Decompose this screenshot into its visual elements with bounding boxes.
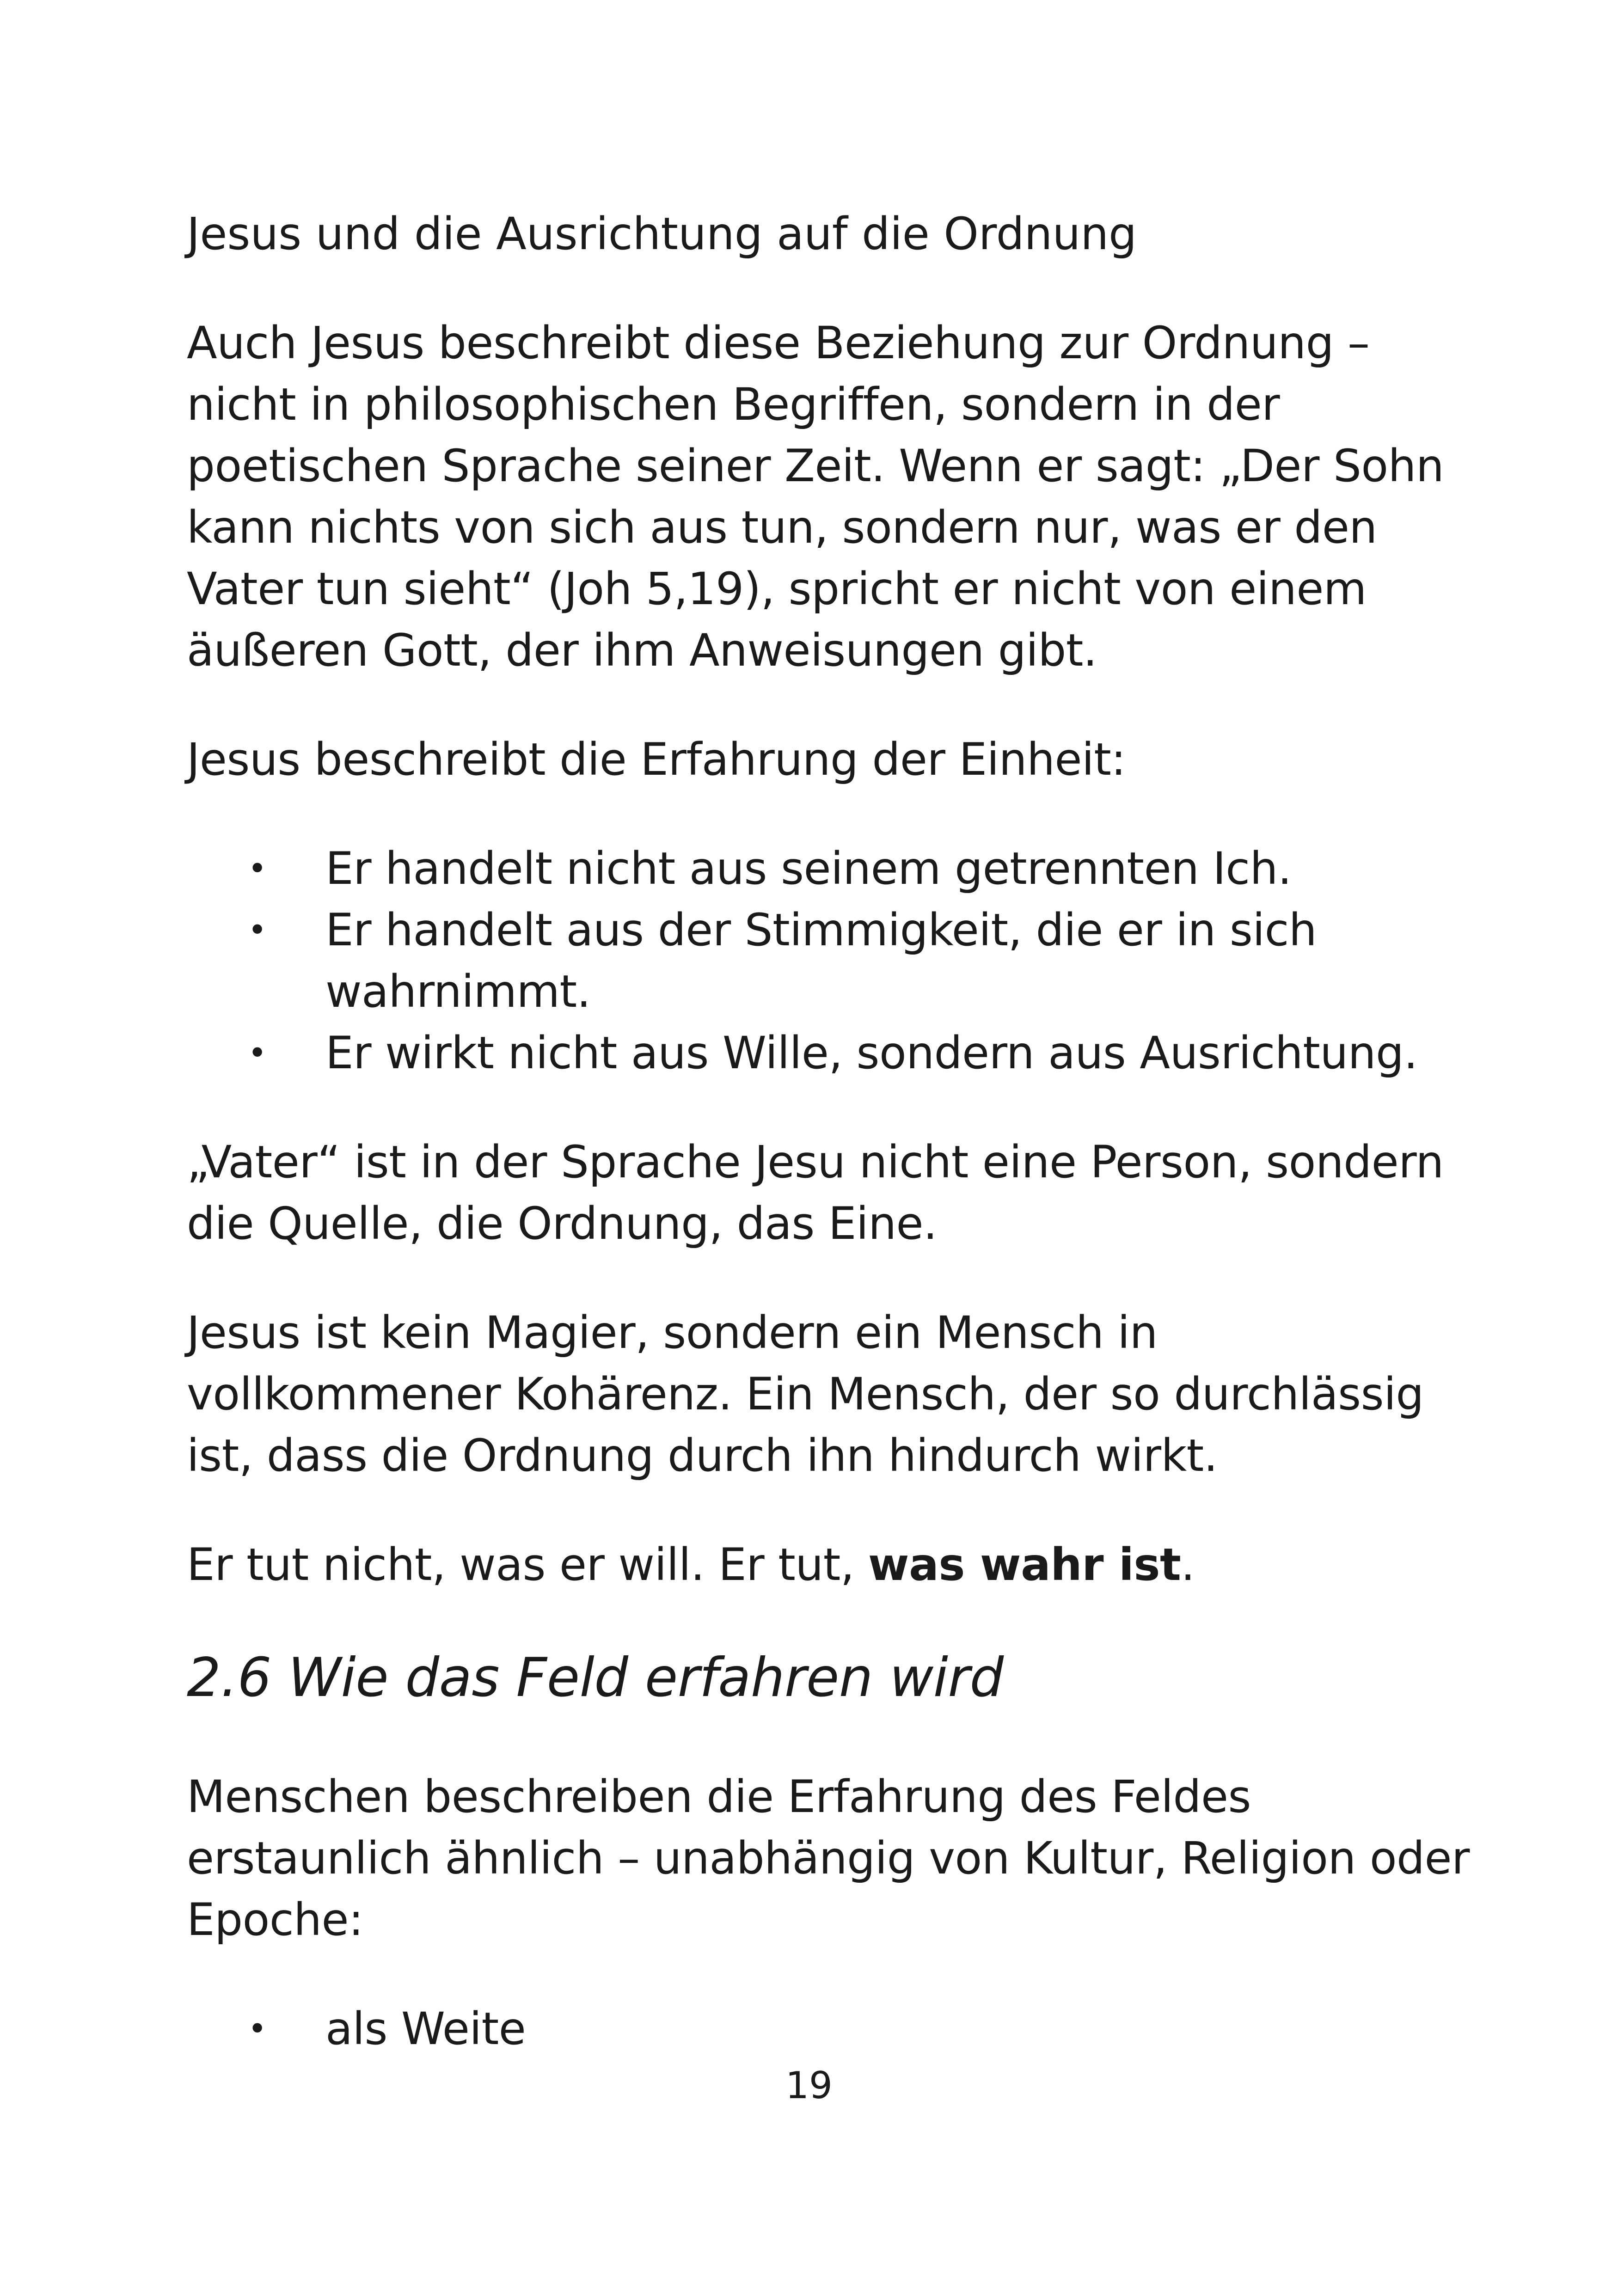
bullet-list (187, 838, 1472, 1084)
bullet-icon: • (248, 850, 267, 888)
paragraph: Jesus ist kein Magier, sondern ein Mensch in vollkommener Kohärenz. Ein Mensch, der so durchlässig ist, dass die Ordnung durch ihn hindurch wirkt. (187, 1307, 1424, 1482)
list-item (248, 1022, 1472, 1084)
paragraph (187, 1534, 1472, 1596)
list-item-text: Er handelt nicht aus seinem getrennten Ich. (325, 843, 1292, 894)
list-item-text: als Weite (325, 2003, 526, 2055)
section-heading: 2.6 Wie das Feld erfahren wird (187, 1647, 1004, 1709)
paragraph-prefix: Er tut nicht, was er will. Er tut, (187, 1539, 868, 1591)
text-column (187, 203, 1472, 2107)
list-item (248, 838, 1472, 900)
paragraph-suffix: . (1181, 1539, 1195, 1591)
list-item-text: Er handelt aus der Stimmigkeit, die er in sich wahrnimmt. (325, 904, 1317, 1017)
paragraph: Auch Jesus beschreibt diese Beziehung zur Ordnung – nicht in philosophischen Begriffen, sondern in der poetischen Sprache seiner Zeit. Wenn er sagt: „Der Sohn kann nichts von sich aus tun, sondern nur, was er den Vater tun sieht“ (Joh 5,19), spricht er nicht von einem äußeren Gott, der ihm Anweisungen gibt. (187, 317, 1444, 676)
bullet-icon: • (248, 2010, 267, 2048)
list-item-text: Er wirkt nicht aus Wille, sondern aus Ausrichtung. (325, 1027, 1418, 1079)
paragraph: „Vater“ ist in der Sprache Jesu nicht eine Person, sondern die Quelle, die Ordnung, das Eine. (187, 1136, 1444, 1249)
bullet-icon: • (248, 1034, 267, 1072)
list-item (248, 900, 1472, 1022)
page-number: 19 (785, 2064, 833, 2107)
paragraph: Jesus beschreibt die Erfahrung der Einheit: (187, 734, 1126, 785)
emphasis-text: was wahr ist (868, 1539, 1181, 1591)
bullet-icon: • (248, 911, 267, 949)
paragraph: Menschen beschreiben die Erfahrung des Feldes erstaunlich ähnlich – unabhängig von Kultur, Religion oder Epoche: (187, 1771, 1470, 1946)
list-item (248, 1998, 1472, 2060)
bullet-list (187, 1998, 1472, 2060)
subsection-title: Jesus und die Ausrichtung auf die Ordnung (187, 208, 1137, 260)
